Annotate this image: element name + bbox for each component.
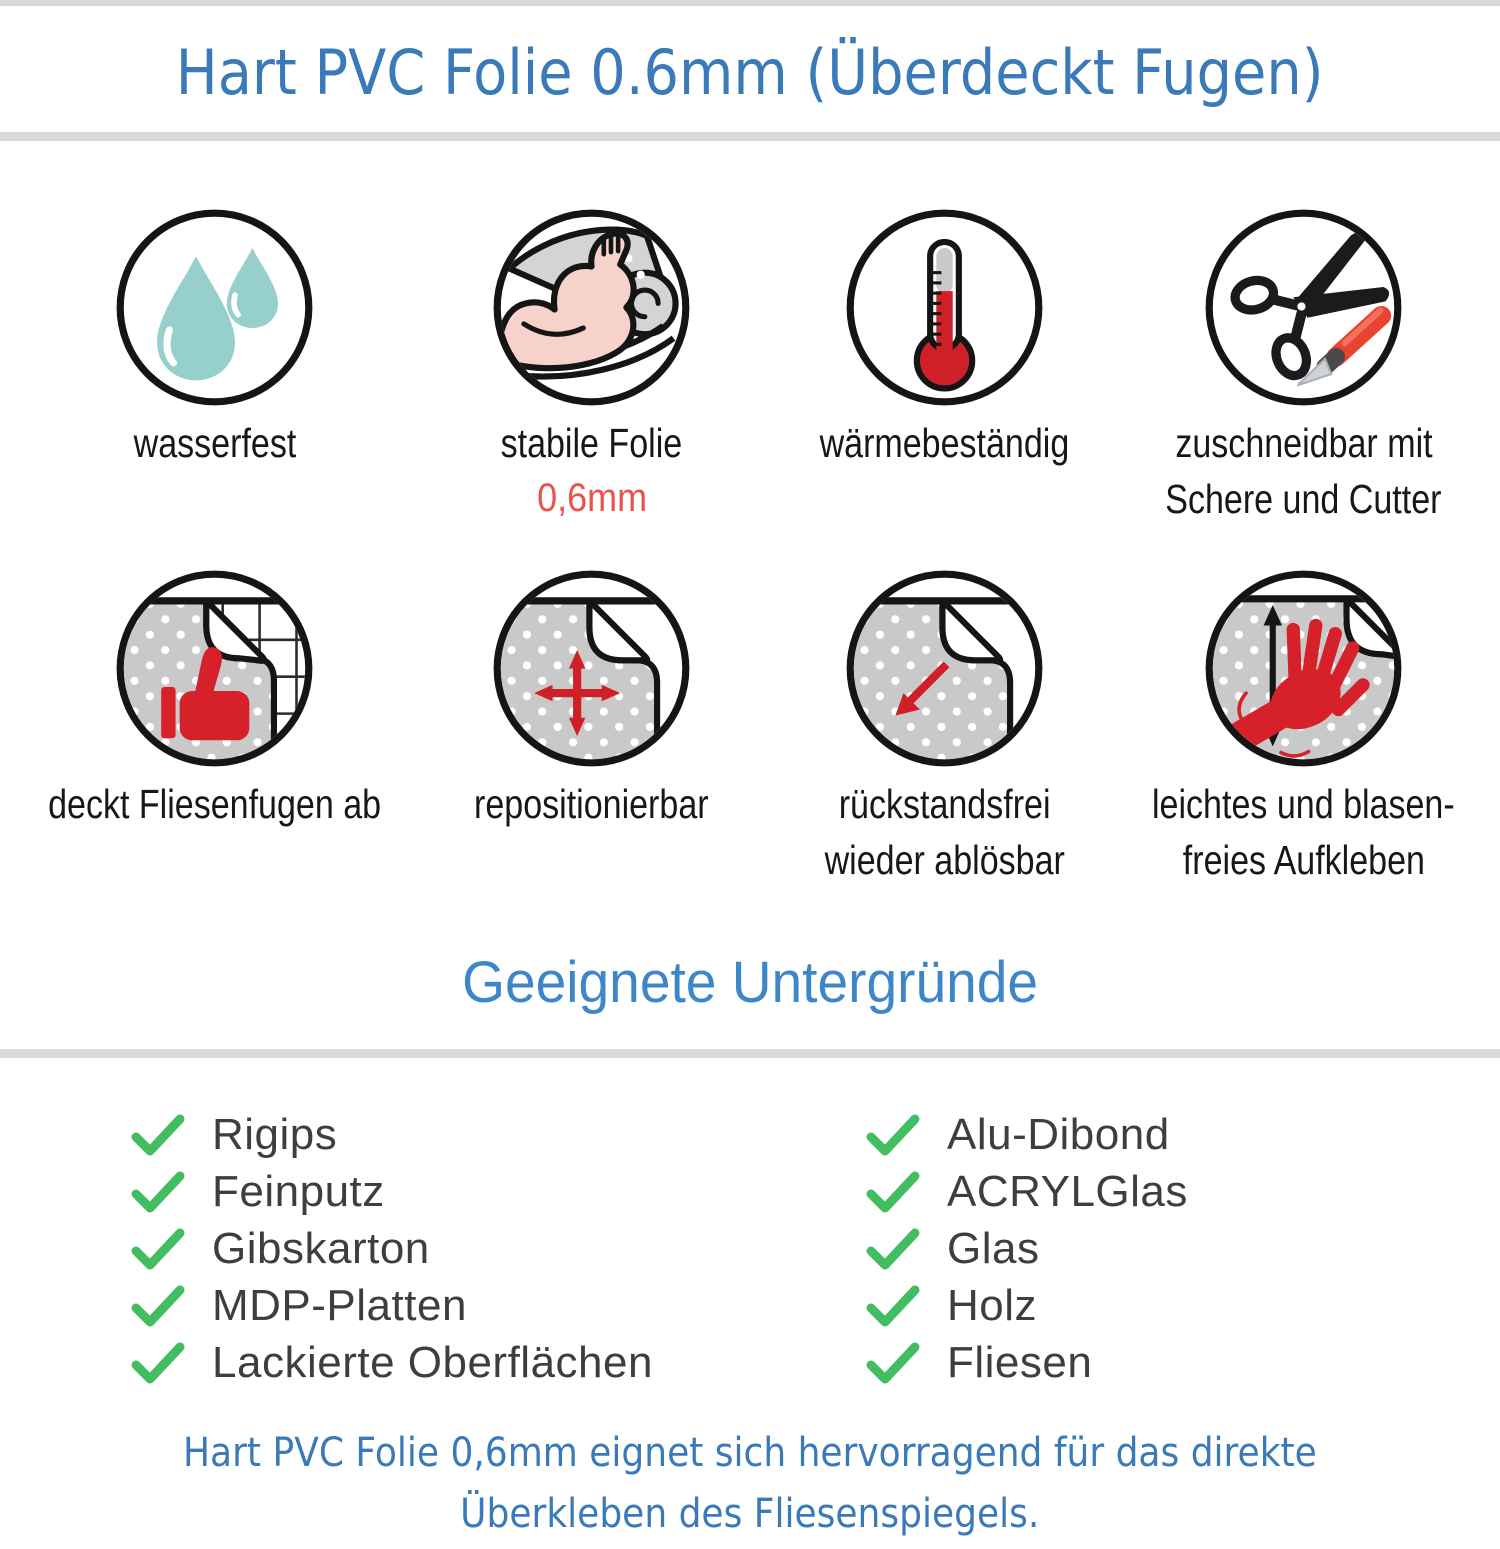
smoothing-hand-icon bbox=[1201, 566, 1406, 771]
feature-deckt-fliesenfugen bbox=[14, 566, 415, 893]
feature-caption: rückstandsfrei bbox=[838, 781, 1051, 827]
check-icon bbox=[130, 1227, 186, 1271]
feature-caption: wärmebeständig bbox=[819, 420, 1070, 466]
divider-bar-top bbox=[0, 0, 1500, 6]
list-item: MDP-Platten bbox=[130, 1277, 750, 1334]
feature-thickness-note: 0,6mm bbox=[536, 476, 647, 520]
list-item: Holz bbox=[865, 1277, 1500, 1334]
feature-caption: leichtes und blasen- bbox=[1152, 781, 1456, 827]
feature-caption: zuschneidbar mit bbox=[1175, 420, 1433, 466]
substrates-heading-row bbox=[0, 945, 1500, 1021]
feature-caption-line2: freies Aufkleben bbox=[1182, 837, 1425, 883]
page-title-row bbox=[0, 28, 1500, 118]
feature-repositionierbar bbox=[415, 566, 768, 893]
feature-stabile-folie bbox=[415, 205, 768, 532]
check-icon bbox=[130, 1113, 186, 1157]
substrates-section bbox=[0, 1106, 1500, 1391]
check-icon bbox=[865, 1170, 921, 1214]
move-arrows-foil-icon bbox=[489, 566, 694, 771]
list-item: Glas bbox=[865, 1220, 1500, 1277]
feature-zuschneidbar bbox=[1121, 205, 1486, 532]
feature-caption: deckt Fliesenfugen ab bbox=[48, 781, 382, 827]
water-drops-icon bbox=[112, 205, 317, 410]
feature-caption-line2: wieder ablösbar bbox=[824, 837, 1065, 883]
page-title: Hart PVC Folie 0.6mm (Überdeckt Fugen) bbox=[176, 36, 1324, 109]
thumbs-up-tiles-icon bbox=[112, 566, 317, 771]
check-icon bbox=[865, 1113, 921, 1157]
divider-bar-under-title bbox=[0, 132, 1500, 141]
list-item: Lackierte Oberflächen bbox=[130, 1334, 750, 1391]
list-item: Fliesen bbox=[865, 1334, 1500, 1391]
feature-waermebestaendig bbox=[768, 205, 1121, 532]
footer-line-1: Hart PVC Folie 0,6mm eignet sich hervorragend für das direkte bbox=[183, 1430, 1317, 1476]
feature-caption: repositionierbar bbox=[474, 781, 709, 827]
feature-grid bbox=[0, 205, 1500, 893]
feature-blasenfreies-aufkleben bbox=[1121, 566, 1486, 893]
footer-note bbox=[0, 1427, 1500, 1549]
divider-bar-under-subheading bbox=[0, 1049, 1500, 1058]
substrates-column-left bbox=[130, 1106, 750, 1391]
list-item: Alu-Dibond bbox=[865, 1106, 1500, 1163]
check-icon bbox=[865, 1341, 921, 1385]
list-item: Gibskarton bbox=[130, 1220, 750, 1277]
peel-off-arrow-icon bbox=[842, 566, 1047, 771]
footer-line-2: Überkleben des Fliesenspiegels. bbox=[460, 1491, 1040, 1537]
substrates-heading: Geeignete Untergründe bbox=[462, 950, 1038, 1015]
list-item: ACRYLGlas bbox=[865, 1163, 1500, 1220]
list-item: Feinputz bbox=[130, 1163, 750, 1220]
check-icon bbox=[865, 1284, 921, 1328]
scissors-and-cutter-icon bbox=[1201, 205, 1406, 410]
feature-wasserfest bbox=[14, 205, 415, 532]
check-icon bbox=[130, 1170, 186, 1214]
check-icon bbox=[130, 1341, 186, 1385]
flexed-arm-foil-icon bbox=[489, 205, 694, 410]
feature-caption: wasserfest bbox=[133, 420, 296, 466]
check-icon bbox=[130, 1284, 186, 1328]
feature-rueckstandsfrei bbox=[768, 566, 1121, 893]
substrates-column-right bbox=[750, 1106, 1500, 1391]
list-item: Rigips bbox=[130, 1106, 750, 1163]
thermometer-icon bbox=[842, 205, 1047, 410]
feature-caption-line2: Schere und Cutter bbox=[1165, 476, 1442, 522]
check-icon bbox=[865, 1227, 921, 1271]
feature-caption: stabile Folie bbox=[500, 420, 683, 466]
